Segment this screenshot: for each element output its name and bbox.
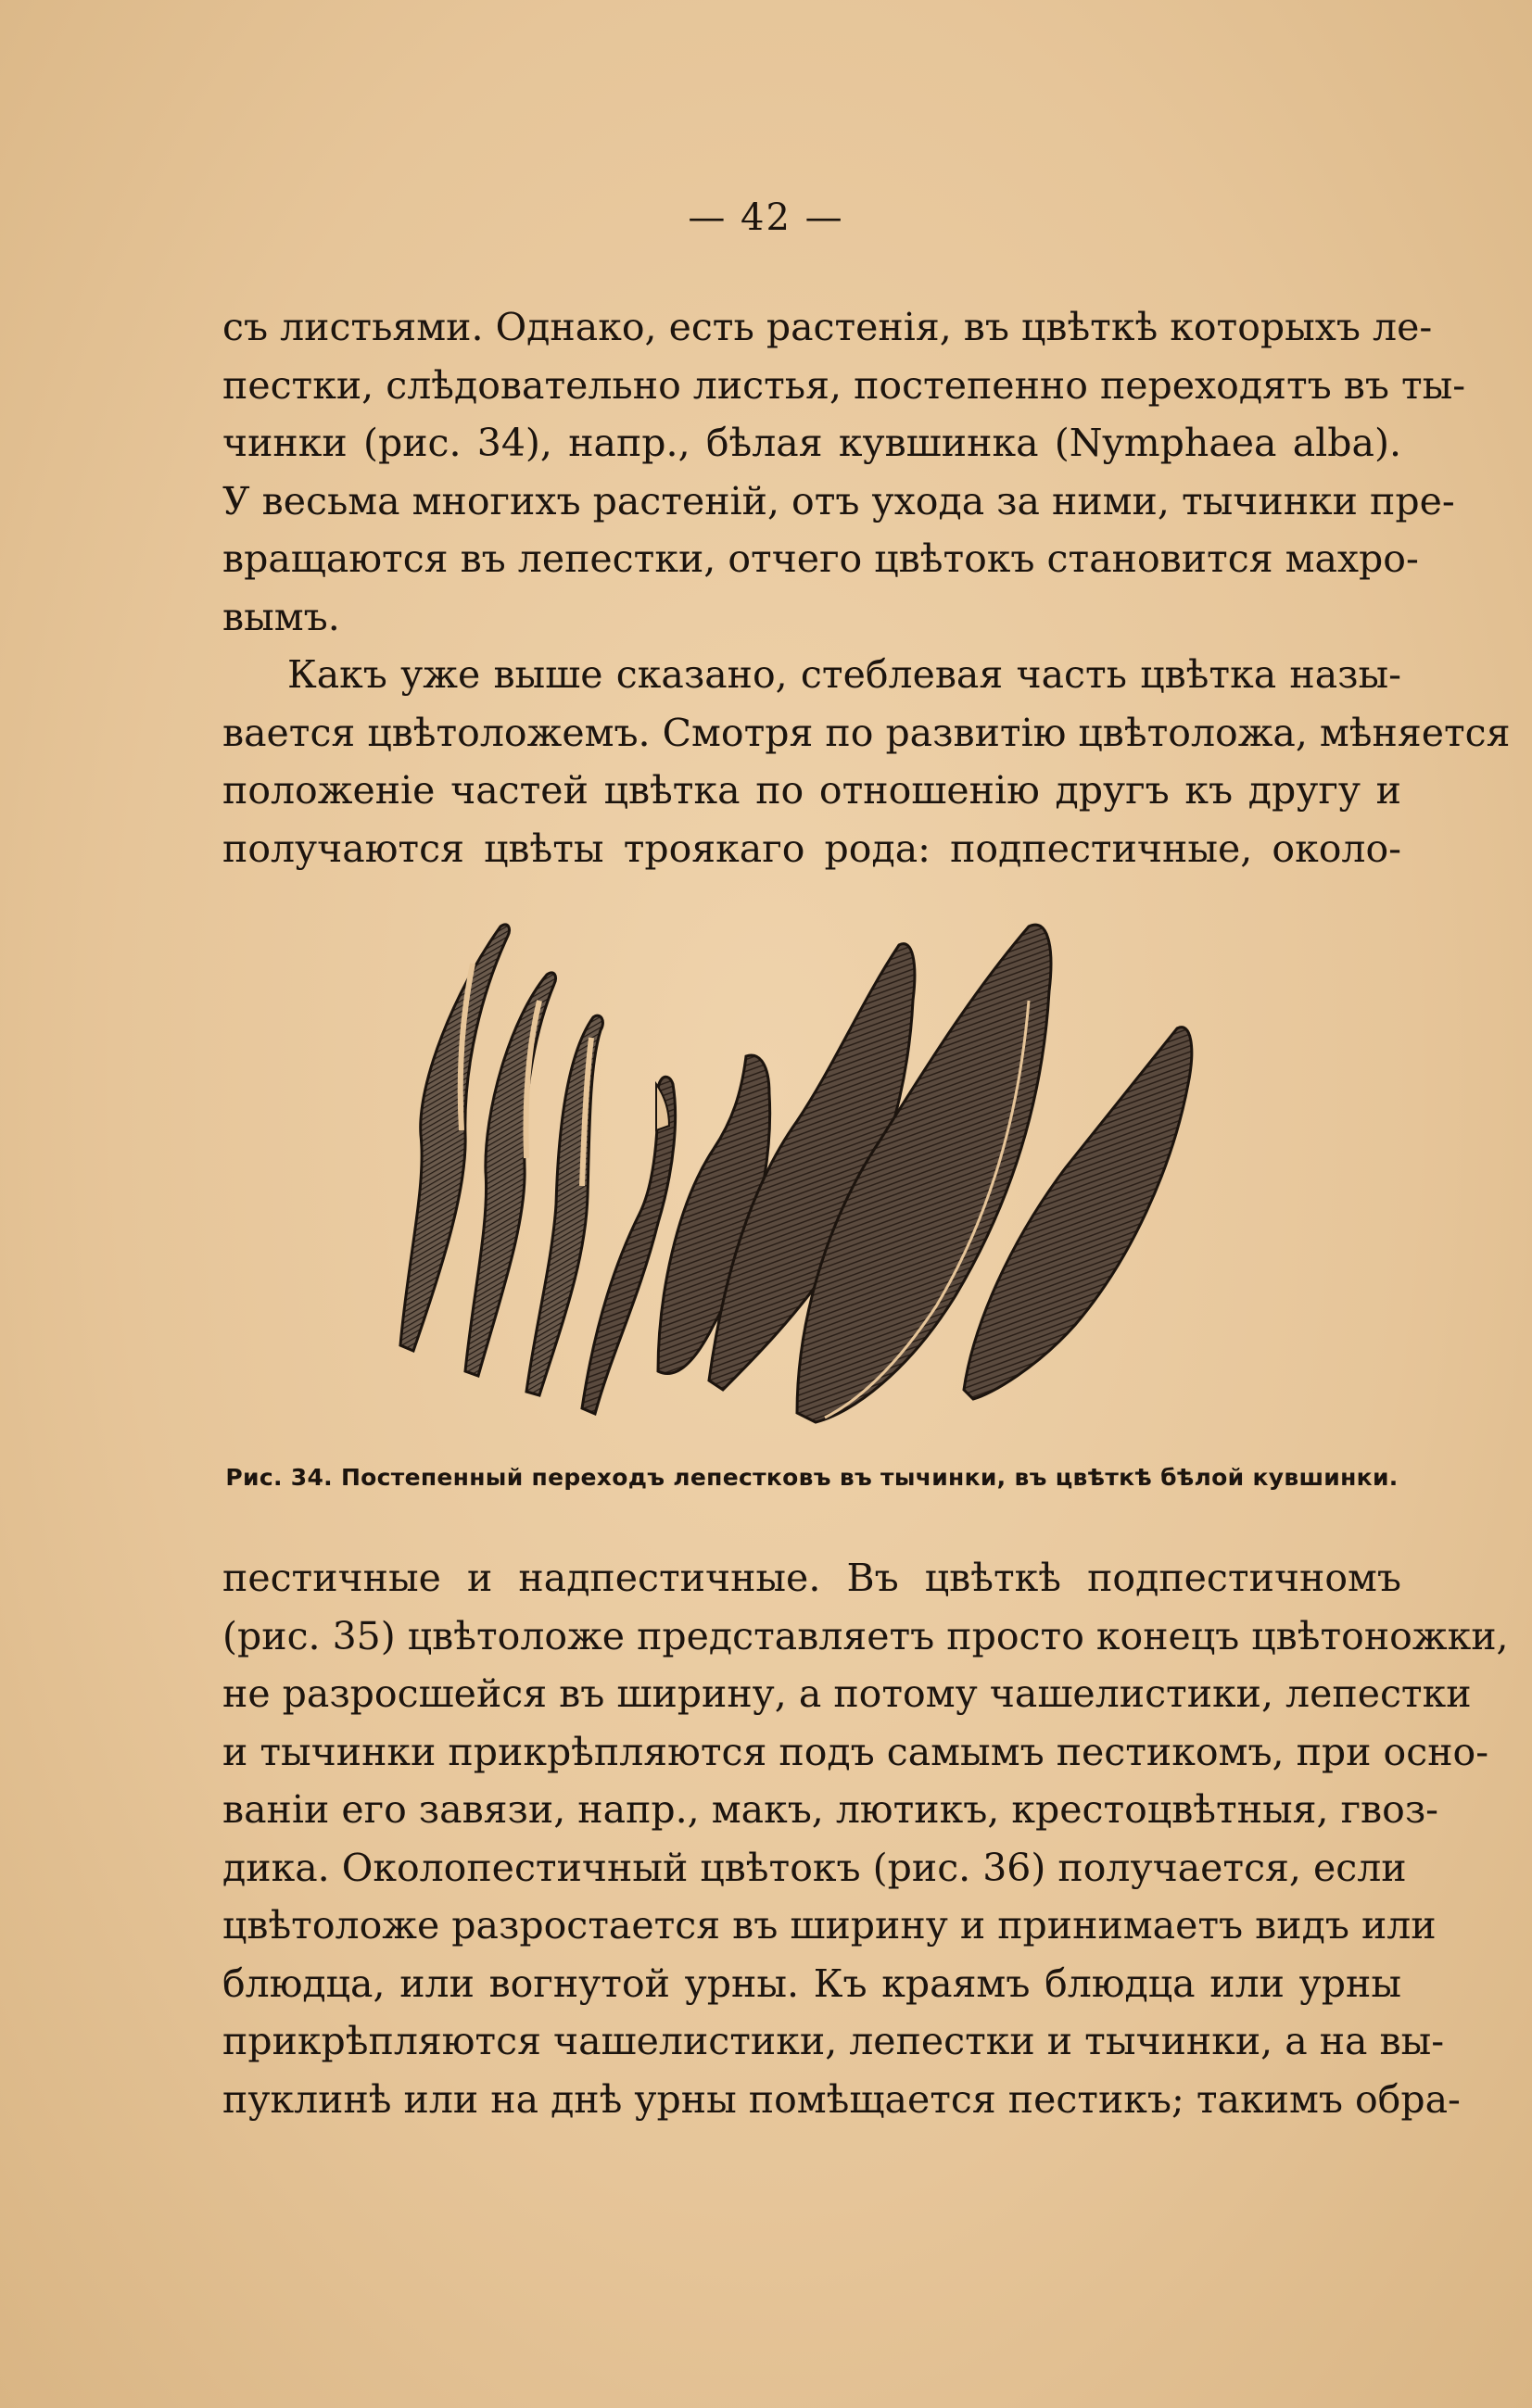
text-line: пестки, слѣдовательно листья, постепенно переходятъ въ ты- [222,362,1466,408]
text-line: (рис. 35) цвѣтоложе представляетъ просто конецъ цвѣтоножки, [222,1613,1509,1658]
text-line: ваніи его завязи, напр., макъ, лютикъ, крестоцвѣтныя, гвоз- [222,1787,1439,1832]
text-line: не разросшейся въ ширину, а потому чашелистики, лепестки [222,1671,1472,1716]
text-line: Какъ уже выше сказано, стеблевая часть цвѣтка назы- [287,652,1401,697]
text-line: положеніе частей цвѣтка по отношенію другъ къ другу и [222,768,1401,813]
text-line: пестичные и надпестичные. Въ цвѣткѣ подпестичномъ [222,1556,1401,1600]
text-line: вымъ. [222,594,340,639]
text-block-top [222,298,1511,877]
page-number: — 42 — [688,196,844,239]
text-line: съ листьями. Однако, есть растенія, въ цвѣткѣ которыхъ ле- [222,305,1433,349]
text-line: пуклинѣ или на днѣ урны помѣщается пестикъ; такимъ обра- [222,2076,1461,2122]
text-line: У весьма многихъ растеній, отъ ухода за ними, тычинки пре- [222,478,1455,523]
text-line: цвѣтоложе разростается въ ширину и принимаетъ видъ или [222,1903,1437,1948]
text-line: вращаются въ лепестки, отчего цвѣтокъ становится махро- [222,536,1419,581]
text-line: дика. Околопестичный цвѣтокъ (рис. 36) получается, если [222,1845,1407,1890]
petal-stamen-illustration [380,908,1260,1427]
figure-caption: Рис. 34. Постепенный переходъ лепестковъ въ тычинки, въ цвѣткѣ бѣлой кувшинки. [225,1464,1399,1491]
text-line: прикрѣпляются чашелистики, лепестки и тычинки, а на вы- [222,2019,1445,2063]
text-line: вается цвѣтоложемъ. Смотря по развитію цвѣтоложа, мѣняется [222,710,1511,755]
text-block-bottom [222,1549,1509,2128]
text-line: получаются цвѣты троякаго рода: подпестичные, около- [222,826,1401,871]
stamen-3 [526,1015,602,1395]
text-line: чинки (рис. 34), напр., бѣлая кувшинка (Nymphaea alba). [222,421,1401,465]
text-line: и тычинки прикрѣпляются подъ самымъ пестикомъ, при осно- [222,1729,1489,1774]
text-line: блюдца, или вогнутой урны. Къ краямъ блюдца или урны [222,1960,1401,2006]
